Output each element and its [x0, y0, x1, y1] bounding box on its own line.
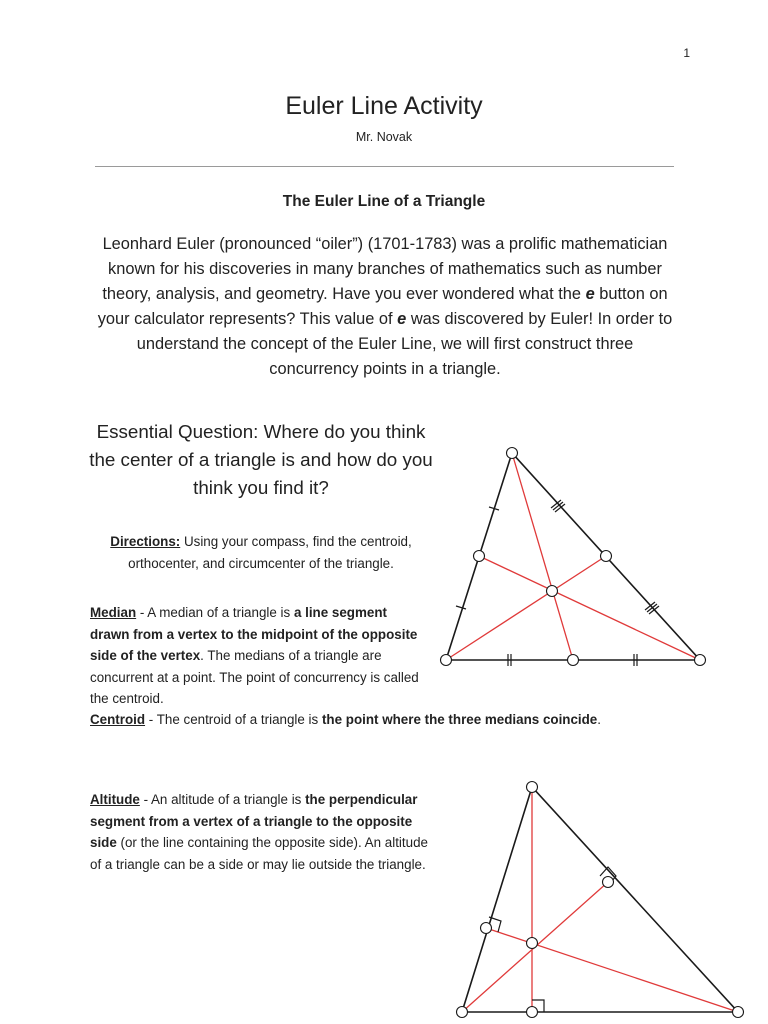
document-author: Mr. Novak	[355, 130, 413, 144]
centroid-definition	[90, 709, 730, 731]
median-text-1: - A median of a triangle is	[136, 605, 294, 620]
altitude-bold: the perpendicular segment from a vertex of a triangle to the opposite side	[90, 792, 418, 850]
intro-text-2: button on your calculator represents? This value of	[97, 285, 668, 328]
title-divider	[95, 166, 674, 167]
right-angle-markers	[489, 867, 616, 1012]
altitude-text-1: - An altitude of a triangle is	[139, 792, 306, 807]
document-title: Euler Line Activity	[285, 92, 483, 120]
altitude-definition	[90, 789, 435, 875]
median-text-2: . The medians of a triangle are concurrent at a point. The point of concurrency is called the centroid.	[90, 648, 419, 706]
altitude-lines	[462, 787, 738, 1012]
median-triangle-edges	[446, 453, 700, 660]
median-definition	[90, 602, 420, 710]
intro-paragraph	[90, 232, 680, 382]
median-points	[441, 448, 706, 666]
congruence-ticks	[456, 500, 659, 666]
page-number: 1	[683, 46, 690, 60]
intro-text-1: Leonhard Euler (pronounced “oiler”) (1701-1783) was a prolific mathematician known for his discoveries in many branches of mathematics such as number theory, analysis, and geometry. Have you ever wondered what the	[102, 235, 668, 303]
intro-e-symbol-1: e	[585, 285, 595, 303]
centroid-text-2: .	[597, 712, 601, 727]
centroid-term: Centroid	[90, 712, 146, 727]
median-term: Median	[90, 605, 137, 620]
directions-text: Using your compass, find the centroid, orthocenter, and circumcenter of the triangle.	[128, 534, 412, 571]
centroid-bold: the point where the three medians coincide	[321, 712, 598, 727]
section-title: The Euler Line of a Triangle	[282, 193, 486, 210]
median-bold: a line segment drawn from a vertex to the midpoint of the opposite side of the vertex	[90, 605, 418, 663]
centroid-point	[547, 586, 558, 597]
altitude-text-2: (or the line containing the opposite side). An altitude of a triangle can be a side or may lie outside the triangle.	[90, 835, 428, 872]
directions-label: Directions:	[110, 534, 181, 549]
orthocenter-point	[527, 938, 538, 949]
essential-question: Essential Question: Where do you think the center of a triangle is and how do you think you find it?	[89, 421, 433, 498]
altitude-triangle-edges	[462, 787, 738, 1012]
median-lines	[446, 453, 700, 660]
intro-e-symbol-2: e	[397, 310, 407, 328]
intro-text-3: was discovered by Euler! In order to understand the concept of the Euler Line, we will first construct three concurrency points in a triangle.	[136, 310, 673, 378]
altitude-term: Altitude	[90, 792, 140, 807]
directions-paragraph	[88, 531, 434, 575]
centroid-text-1: - The centroid of a triangle is	[145, 712, 322, 727]
altitude-points	[457, 782, 744, 1018]
